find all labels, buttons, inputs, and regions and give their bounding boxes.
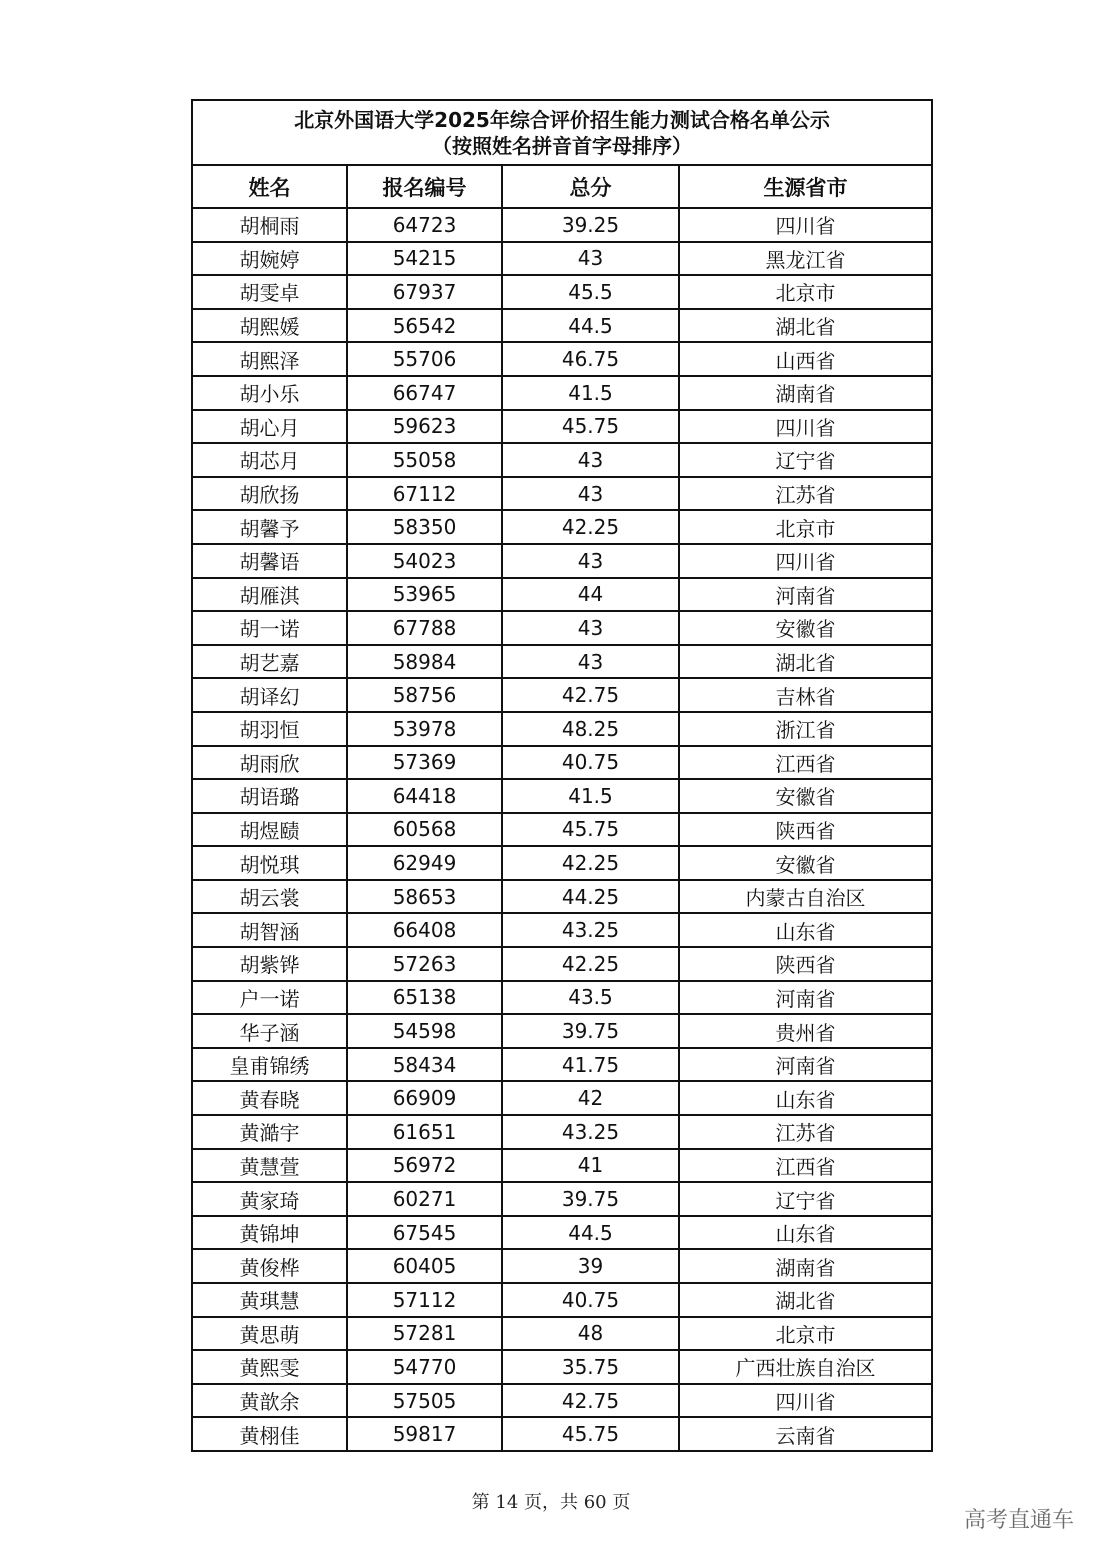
cell-province: 四川省 xyxy=(679,208,932,242)
cell-registration-id: 54023 xyxy=(347,544,502,578)
cell-total-score: 41.5 xyxy=(502,376,679,410)
table-row xyxy=(192,242,932,276)
cell-province: 山东省 xyxy=(679,1081,932,1115)
cell-total-score: 42.75 xyxy=(502,1384,679,1418)
table-row xyxy=(192,1081,932,1115)
cell-registration-id: 64418 xyxy=(347,779,502,813)
table-row xyxy=(192,678,932,712)
cell-registration-id: 54598 xyxy=(347,1014,502,1048)
cell-name: 胡一诺 xyxy=(192,611,347,645)
column-header-row xyxy=(192,165,932,208)
cell-registration-id: 57281 xyxy=(347,1317,502,1351)
table-row xyxy=(192,1048,932,1082)
cell-name: 胡羽恒 xyxy=(192,712,347,746)
cell-name: 户一诺 xyxy=(192,981,347,1015)
cell-total-score: 39 xyxy=(502,1249,679,1283)
cell-registration-id: 55706 xyxy=(347,342,502,376)
cell-name: 胡桐雨 xyxy=(192,208,347,242)
table-row xyxy=(192,1149,932,1183)
cell-registration-id: 67112 xyxy=(347,477,502,511)
cell-registration-id: 66747 xyxy=(347,376,502,410)
column-header-name: 姓名 xyxy=(192,165,347,208)
cell-province: 湖北省 xyxy=(679,309,932,343)
cell-name: 黄春晓 xyxy=(192,1081,347,1115)
table-row xyxy=(192,544,932,578)
cell-total-score: 41.5 xyxy=(502,779,679,813)
cell-total-score: 42.25 xyxy=(502,947,679,981)
cell-total-score: 43 xyxy=(502,645,679,679)
cell-name: 黄俊桦 xyxy=(192,1249,347,1283)
cell-total-score: 48 xyxy=(502,1317,679,1351)
page-number: 第 14 页，共 60 页 xyxy=(471,1492,631,1513)
table-row xyxy=(192,981,932,1015)
cell-province: 江西省 xyxy=(679,746,932,780)
table-row xyxy=(192,410,932,444)
cell-province: 江苏省 xyxy=(679,1115,932,1149)
cell-name: 胡紫铧 xyxy=(192,947,347,981)
cell-registration-id: 67545 xyxy=(347,1216,502,1250)
cell-total-score: 40.75 xyxy=(502,1283,679,1317)
cell-name: 黄熙雯 xyxy=(192,1350,347,1384)
table-row xyxy=(192,645,932,679)
table-row xyxy=(192,947,932,981)
cell-name: 胡芯月 xyxy=(192,443,347,477)
table-row xyxy=(192,1417,932,1451)
cell-registration-id: 67788 xyxy=(347,611,502,645)
cell-province: 河南省 xyxy=(679,578,932,612)
cell-province: 湖北省 xyxy=(679,1283,932,1317)
cell-name: 胡婉婷 xyxy=(192,242,347,276)
cell-province: 北京市 xyxy=(679,275,932,309)
cell-registration-id: 65138 xyxy=(347,981,502,1015)
table-row xyxy=(192,611,932,645)
cell-total-score: 40.75 xyxy=(502,746,679,780)
table-row xyxy=(192,376,932,410)
cell-name: 皇甫锦绣 xyxy=(192,1048,347,1082)
cell-registration-id: 60568 xyxy=(347,813,502,847)
cell-name: 黄澔宇 xyxy=(192,1115,347,1149)
cell-registration-id: 58434 xyxy=(347,1048,502,1082)
cell-total-score: 39.75 xyxy=(502,1182,679,1216)
cell-name: 胡欣扬 xyxy=(192,477,347,511)
cell-province: 四川省 xyxy=(679,544,932,578)
cell-name: 胡云裳 xyxy=(192,880,347,914)
cell-province: 河南省 xyxy=(679,981,932,1015)
cell-total-score: 44.5 xyxy=(502,1216,679,1250)
cell-total-score: 43 xyxy=(502,611,679,645)
table-row xyxy=(192,1182,932,1216)
cell-registration-id: 61651 xyxy=(347,1115,502,1149)
cell-province: 四川省 xyxy=(679,410,932,444)
cell-name: 胡语璐 xyxy=(192,779,347,813)
cell-registration-id: 56542 xyxy=(347,309,502,343)
cell-province: 湖南省 xyxy=(679,376,932,410)
cell-total-score: 44 xyxy=(502,578,679,612)
cell-province: 陕西省 xyxy=(679,813,932,847)
cell-registration-id: 55058 xyxy=(347,443,502,477)
cell-province: 北京市 xyxy=(679,510,932,544)
cell-name: 胡雨欣 xyxy=(192,746,347,780)
cell-registration-id: 58756 xyxy=(347,678,502,712)
table-row xyxy=(192,913,932,947)
cell-registration-id: 57369 xyxy=(347,746,502,780)
cell-total-score: 39.75 xyxy=(502,1014,679,1048)
cell-name: 胡雁淇 xyxy=(192,578,347,612)
cell-name: 黄栩佳 xyxy=(192,1417,347,1451)
cell-province: 北京市 xyxy=(679,1317,932,1351)
table-row xyxy=(192,846,932,880)
cell-registration-id: 64723 xyxy=(347,208,502,242)
cell-province: 安徽省 xyxy=(679,779,932,813)
cell-province: 辽宁省 xyxy=(679,443,932,477)
cell-registration-id: 60405 xyxy=(347,1249,502,1283)
column-header-province: 生源省市 xyxy=(679,165,932,208)
cell-total-score: 43 xyxy=(502,477,679,511)
table-row xyxy=(192,712,932,746)
cell-registration-id: 66909 xyxy=(347,1081,502,1115)
cell-total-score: 45.75 xyxy=(502,410,679,444)
table-title xyxy=(192,100,932,165)
cell-province: 山西省 xyxy=(679,342,932,376)
cell-name: 胡小乐 xyxy=(192,376,347,410)
cell-registration-id: 54215 xyxy=(347,242,502,276)
table-row xyxy=(192,1317,932,1351)
cell-name: 胡悦琪 xyxy=(192,846,347,880)
cell-total-score: 44.25 xyxy=(502,880,679,914)
cell-province: 四川省 xyxy=(679,1384,932,1418)
cell-province: 湖南省 xyxy=(679,1249,932,1283)
cell-name: 胡智涵 xyxy=(192,913,347,947)
table-row xyxy=(192,813,932,847)
table-row xyxy=(192,1216,932,1250)
table-row xyxy=(192,443,932,477)
cell-registration-id: 56972 xyxy=(347,1149,502,1183)
cell-province: 内蒙古自治区 xyxy=(679,880,932,914)
cell-total-score: 43 xyxy=(502,443,679,477)
column-header-score: 总分 xyxy=(502,165,679,208)
table-row xyxy=(192,880,932,914)
cell-total-score: 48.25 xyxy=(502,712,679,746)
cell-province: 浙江省 xyxy=(679,712,932,746)
cell-province: 山东省 xyxy=(679,1216,932,1250)
cell-total-score: 41.75 xyxy=(502,1048,679,1082)
table-row xyxy=(192,1350,932,1384)
cell-province: 安徽省 xyxy=(679,846,932,880)
table-row xyxy=(192,510,932,544)
cell-name: 胡译幻 xyxy=(192,678,347,712)
table-row xyxy=(192,1384,932,1418)
cell-name: 黄琪慧 xyxy=(192,1283,347,1317)
cell-name: 黄家琦 xyxy=(192,1182,347,1216)
cell-province: 辽宁省 xyxy=(679,1182,932,1216)
cell-registration-id: 58984 xyxy=(347,645,502,679)
cell-province: 贵州省 xyxy=(679,1014,932,1048)
table-row xyxy=(192,1115,932,1149)
cell-name: 胡煜赜 xyxy=(192,813,347,847)
column-header-id: 报名编号 xyxy=(347,165,502,208)
cell-total-score: 42.25 xyxy=(502,846,679,880)
table-row xyxy=(192,1283,932,1317)
cell-name: 华子涵 xyxy=(192,1014,347,1048)
table-row xyxy=(192,578,932,612)
cell-name: 胡熙泽 xyxy=(192,342,347,376)
cell-province: 江苏省 xyxy=(679,477,932,511)
table-row xyxy=(192,1249,932,1283)
cell-total-score: 43 xyxy=(502,242,679,276)
cell-province: 云南省 xyxy=(679,1417,932,1451)
cell-total-score: 45.75 xyxy=(502,1417,679,1451)
cell-province: 江西省 xyxy=(679,1149,932,1183)
table-row xyxy=(192,208,932,242)
cell-name: 胡馨语 xyxy=(192,544,347,578)
cell-total-score: 41 xyxy=(502,1149,679,1183)
cell-total-score: 42.25 xyxy=(502,510,679,544)
cell-total-score: 46.75 xyxy=(502,342,679,376)
table-row xyxy=(192,746,932,780)
cell-registration-id: 53978 xyxy=(347,712,502,746)
cell-name: 胡艺嘉 xyxy=(192,645,347,679)
cell-total-score: 45.75 xyxy=(502,813,679,847)
cell-registration-id: 53965 xyxy=(347,578,502,612)
cell-name: 胡雯卓 xyxy=(192,275,347,309)
cell-registration-id: 57112 xyxy=(347,1283,502,1317)
cell-total-score: 45.5 xyxy=(502,275,679,309)
cell-total-score: 44.5 xyxy=(502,309,679,343)
cell-registration-id: 60271 xyxy=(347,1182,502,1216)
cell-name: 胡熙媛 xyxy=(192,309,347,343)
table-row xyxy=(192,309,932,343)
admission-list-table xyxy=(191,99,933,1452)
cell-name: 黄锦坤 xyxy=(192,1216,347,1250)
cell-total-score: 43.5 xyxy=(502,981,679,1015)
watermark-text: 高考直通车 xyxy=(963,1508,1074,1533)
cell-name: 黄歆余 xyxy=(192,1384,347,1418)
cell-registration-id: 59623 xyxy=(347,410,502,444)
cell-name: 黄慧萱 xyxy=(192,1149,347,1183)
cell-province: 吉林省 xyxy=(679,678,932,712)
cell-province: 山东省 xyxy=(679,913,932,947)
table-row xyxy=(192,779,932,813)
cell-total-score: 35.75 xyxy=(502,1350,679,1384)
table-row xyxy=(192,1014,932,1048)
cell-province: 广西壮族自治区 xyxy=(679,1350,932,1384)
cell-registration-id: 54770 xyxy=(347,1350,502,1384)
table-row xyxy=(192,342,932,376)
cell-total-score: 42.75 xyxy=(502,678,679,712)
table-body xyxy=(192,208,932,1451)
cell-total-score: 43 xyxy=(502,544,679,578)
cell-registration-id: 58653 xyxy=(347,880,502,914)
table-row xyxy=(192,477,932,511)
cell-registration-id: 57505 xyxy=(347,1384,502,1418)
cell-registration-id: 59817 xyxy=(347,1417,502,1451)
title-line-2: （按照姓名拼音首字母排序） xyxy=(432,133,693,158)
cell-total-score: 43.25 xyxy=(502,1115,679,1149)
cell-name: 黄思萌 xyxy=(192,1317,347,1351)
cell-province: 安徽省 xyxy=(679,611,932,645)
cell-total-score: 39.25 xyxy=(502,208,679,242)
cell-registration-id: 58350 xyxy=(347,510,502,544)
cell-registration-id: 66408 xyxy=(347,913,502,947)
cell-name: 胡心月 xyxy=(192,410,347,444)
cell-name: 胡馨予 xyxy=(192,510,347,544)
cell-registration-id: 62949 xyxy=(347,846,502,880)
cell-province: 河南省 xyxy=(679,1048,932,1082)
cell-province: 陕西省 xyxy=(679,947,932,981)
cell-province: 湖北省 xyxy=(679,645,932,679)
cell-registration-id: 57263 xyxy=(347,947,502,981)
cell-total-score: 43.25 xyxy=(502,913,679,947)
table-row xyxy=(192,275,932,309)
cell-total-score: 42 xyxy=(502,1081,679,1115)
cell-province: 黑龙江省 xyxy=(679,242,932,276)
title-line-1: 北京外国语大学2025年综合评价招生能力测试合格名单公示 xyxy=(294,107,830,132)
cell-registration-id: 67937 xyxy=(347,275,502,309)
